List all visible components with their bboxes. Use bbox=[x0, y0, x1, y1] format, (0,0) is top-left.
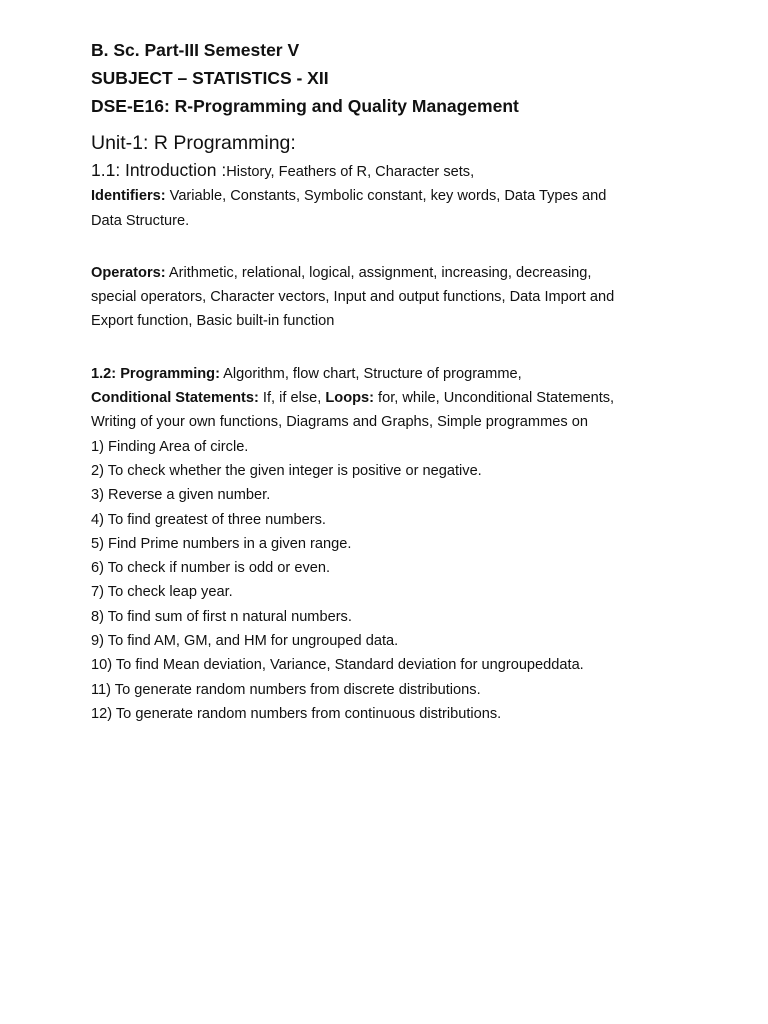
paper-title: DSE-E16: R-Programming and Quality Management bbox=[91, 96, 519, 116]
programming-line bbox=[91, 362, 731, 386]
operators-label: Operators: bbox=[91, 264, 166, 281]
subject-title: SUBJECT – STATISTICS - XII bbox=[91, 68, 329, 88]
introduction-line bbox=[91, 158, 731, 184]
list-item: 1) Finding Area of circle. bbox=[91, 438, 249, 455]
list-item: 2) To check whether the given integer is positive or negative. bbox=[91, 462, 482, 479]
introduction-text: History, Feathers of R, Character sets, bbox=[226, 164, 475, 180]
operators-text: Arithmetic, relational, logical, assignment, increasing, decreasing, bbox=[165, 264, 592, 281]
list-item: 7) To check leap year. bbox=[91, 584, 233, 601]
conditional-statements-line bbox=[91, 386, 731, 410]
section-programming bbox=[91, 362, 731, 726]
list-item: 9) To find AM, GM, and HM for ungrouped data. bbox=[91, 633, 399, 650]
program-list bbox=[91, 435, 731, 727]
operators-line bbox=[91, 261, 731, 285]
programming-text: Algorithm, flow chart, Structure of programme, bbox=[219, 365, 522, 382]
list-item: 5) Find Prime numbers in a given range. bbox=[91, 535, 352, 552]
identifiers-text-continued: Data Structure. bbox=[91, 212, 190, 229]
conditional-text: If, if else, bbox=[258, 390, 326, 407]
operators-line-2: special operators, Character vectors, Input and output functions, Data Import and bbox=[91, 289, 615, 306]
programming-label: 1.2: Programming: bbox=[91, 365, 220, 382]
identifiers-label: Identifiers: bbox=[91, 188, 166, 205]
list-item: 6) To check if number is odd or even. bbox=[91, 560, 331, 577]
section-operators bbox=[91, 261, 731, 334]
introduction-label: 1.1: Introduction : bbox=[91, 160, 227, 180]
operators-line-3: Export function, Basic built-in function bbox=[91, 313, 335, 330]
list-item: 3) Reverse a given number. bbox=[91, 487, 271, 504]
list-item: 8) To find sum of first n natural numbers. bbox=[91, 608, 352, 625]
unit-title: Unit-1: R Programming: bbox=[91, 132, 296, 154]
list-item: 12) To generate random numbers from continuous distributions. bbox=[91, 705, 502, 722]
list-item: 10) To find Mean deviation, Variance, Standard deviation for ungroupeddata. bbox=[91, 657, 584, 674]
functions-line: Writing of your own functions, Diagrams and Graphs, Simple programmes on bbox=[91, 414, 588, 431]
section-introduction bbox=[91, 158, 731, 233]
paragraph-spacer bbox=[91, 233, 731, 261]
course-title: B. Sc. Part-III Semester V bbox=[91, 40, 300, 60]
loops-text: for, while, Unconditional Statements, bbox=[374, 390, 615, 407]
list-item: 4) To find greatest of three numbers. bbox=[91, 511, 326, 528]
paragraph-spacer bbox=[91, 334, 731, 362]
list-item: 11) To generate random numbers from discrete distributions. bbox=[91, 681, 481, 698]
identifiers-line bbox=[91, 184, 731, 208]
conditional-label: Conditional Statements: bbox=[91, 390, 259, 407]
loops-label: Loops: bbox=[325, 390, 374, 407]
syllabus-page bbox=[91, 36, 731, 726]
identifiers-text: Variable, Constants, Symbolic constant, key words, Data Types and bbox=[165, 188, 607, 205]
document-header bbox=[91, 36, 731, 120]
